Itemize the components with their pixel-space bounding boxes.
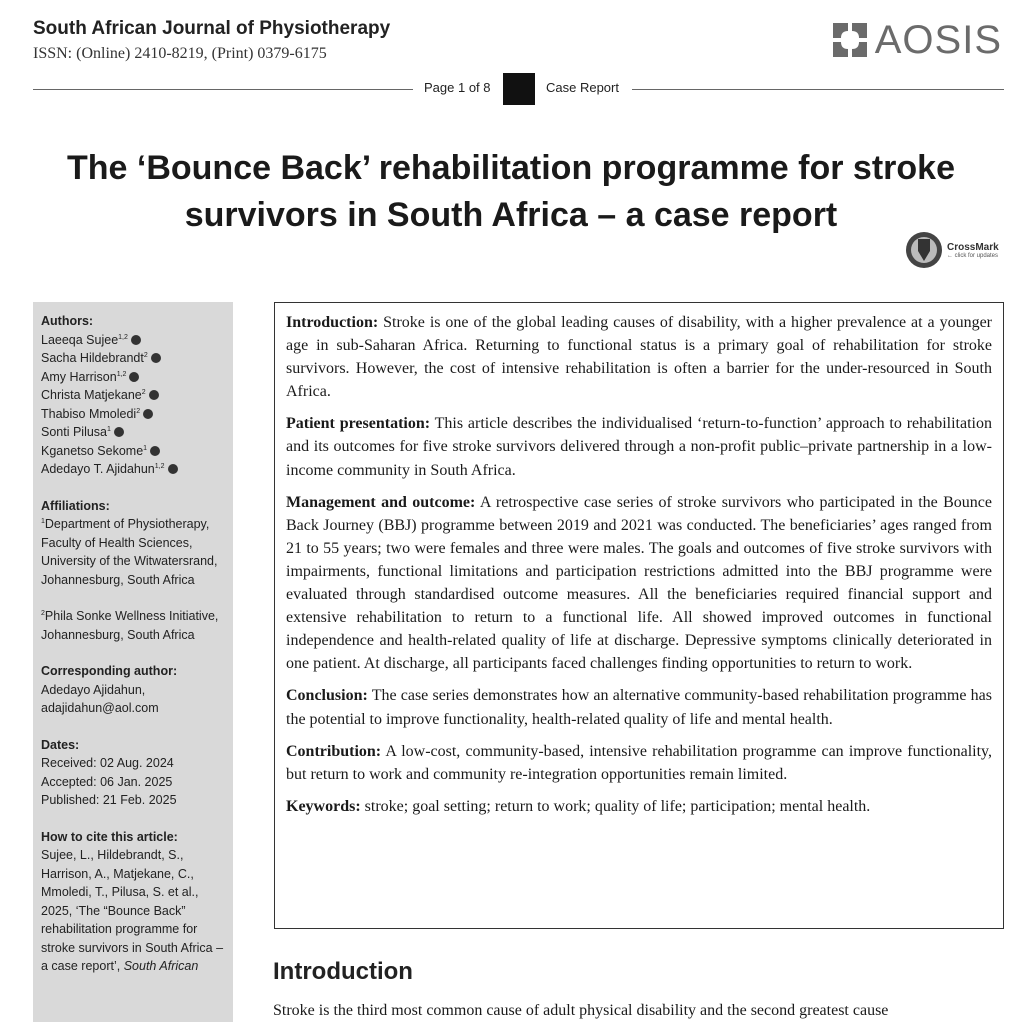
abstract-keywords-text: stroke; goal setting; return to work; quality of life; participation; mental health. bbox=[360, 797, 871, 815]
orcid-icon[interactable] bbox=[150, 446, 160, 456]
date-published: Published: 21 Feb. 2025 bbox=[41, 793, 177, 807]
section-heading-introduction: Introduction bbox=[273, 958, 413, 985]
author-item bbox=[41, 386, 225, 405]
header-divider-left bbox=[33, 89, 413, 90]
abstract-patient-label: Patient presentation: bbox=[286, 415, 431, 433]
orcid-icon[interactable] bbox=[131, 335, 141, 345]
orcid-icon[interactable] bbox=[114, 427, 124, 437]
author-affiliation-marker: 2 bbox=[136, 407, 141, 415]
authors-block bbox=[41, 312, 225, 479]
abstract-patient-text: This article describes the individualised ‘return-to-function’ approach to rehabilitation and its outcomes for five stroke survivors delivered through a non-profit public–private partnership in a low-income community in South Africa. bbox=[286, 415, 992, 479]
author-name: Laeeqa Sujee bbox=[41, 332, 119, 347]
author-name: Thabiso Mmoledi bbox=[41, 406, 137, 421]
page-number: Page 1 of 8 bbox=[424, 80, 491, 95]
affiliation-2 bbox=[41, 607, 225, 644]
corresponding-block bbox=[41, 662, 225, 718]
abstract-conclusion bbox=[286, 684, 992, 730]
aosis-logo-text: AOSIS bbox=[874, 18, 1002, 62]
author-name: Kganetso Sekome bbox=[41, 443, 144, 458]
citation-journal: South African bbox=[123, 959, 199, 973]
abstract-introduction-label: Introduction: bbox=[286, 314, 379, 331]
author-item bbox=[41, 423, 225, 442]
journal-name: South African Journal of Physiotherapy bbox=[33, 18, 391, 39]
authors-heading: Authors: bbox=[41, 314, 94, 328]
author-affiliation-marker: 1 bbox=[143, 444, 148, 452]
crossmark-subtext: ← click for updates bbox=[947, 252, 999, 259]
orcid-icon[interactable] bbox=[151, 353, 161, 363]
crossmark-icon bbox=[905, 231, 943, 269]
publisher-logo bbox=[831, 20, 1002, 60]
orcid-icon[interactable] bbox=[168, 464, 178, 474]
header-divider-right bbox=[632, 89, 1004, 90]
affiliation-1-number: 1 bbox=[41, 517, 45, 525]
crossmark-label: CrossMark bbox=[947, 241, 999, 253]
author-name: Christa Matjekane bbox=[41, 388, 142, 402]
affiliation-1 bbox=[41, 515, 225, 589]
article-type: Case Report bbox=[546, 80, 619, 95]
corresponding-name: Adedayo Ajidahun, bbox=[41, 682, 146, 697]
crossmark-badge[interactable] bbox=[905, 231, 999, 269]
orcid-icon[interactable] bbox=[129, 372, 139, 382]
abstract-box bbox=[274, 302, 1004, 929]
abstract-introduction bbox=[286, 311, 992, 403]
author-name: Sonti Pilusa bbox=[41, 425, 108, 439]
dates-heading: Dates: bbox=[41, 737, 80, 752]
abstract-introduction-text: Stroke is one of the global leading causes of disability, with a higher prevalence at a younger age in sub-Saharan Africa. Returning to functional status is a primary goal of rehabilitation for stroke survivors. However, the cost of intensive rehabilitation is often a barrier for the under-resourced in South Africa. bbox=[286, 314, 992, 401]
article-title bbox=[20, 145, 1002, 239]
article-title-line-1: The ‘Bounce Back’ rehabilitation programme for stroke bbox=[67, 149, 955, 187]
author-item bbox=[41, 368, 225, 387]
author-list bbox=[41, 331, 225, 479]
author-item bbox=[41, 460, 225, 479]
corresponding-email[interactable]: adajidahun@aol.com bbox=[41, 701, 159, 715]
abstract-keywords-label: Keywords: bbox=[286, 797, 361, 815]
abstract-contribution bbox=[286, 740, 992, 786]
author-name: Amy Harrison bbox=[41, 369, 117, 384]
citation-text bbox=[41, 846, 225, 976]
abstract-contribution-label: Contribution: bbox=[286, 742, 382, 760]
corresponding-heading: Corresponding author: bbox=[41, 664, 178, 678]
citation-block bbox=[41, 828, 225, 976]
date-received: Received: 02 Aug. 2024 bbox=[41, 756, 174, 770]
citation-heading: How to cite this article: bbox=[41, 829, 178, 844]
author-affiliation-marker: 1,2 bbox=[154, 462, 165, 470]
author-name: Adedayo T. Ajidahun bbox=[41, 462, 155, 476]
abstract-conclusion-text: The case series demonstrates how an alternative community-based rehabilitation programme has the potential to improve functionality, health-related quality of life and mental health. bbox=[286, 687, 992, 728]
article-info-sidebar bbox=[33, 302, 233, 1022]
dates-block bbox=[41, 736, 225, 810]
affiliations-block bbox=[41, 497, 225, 645]
affiliations-heading: Affiliations: bbox=[41, 498, 110, 513]
article-title-line-2: survivors in South Africa – a case report bbox=[184, 196, 838, 234]
author-affiliation-marker: 1,2 bbox=[116, 370, 127, 378]
abstract-management-text: A retrospective case series of stroke survivors who participated in the Bounce Back Journey (BBJ) programme between 2019 and 2021 was conducted. The beneficiaries’ ages ranged from 21 to 55 years; two were females and three were males. The goals and outcomes of five stroke survivors with impairments, functional limitations and participation restrictions admitted into the BBJ programme were evaluated through standardised outcome measures. All the beneficiaries required financial support and extensive rehabilitation to return to a functional life. All showed improved outcomes in functional independence and health-related quality of life at discharge. Depressive symptoms clinically deteriorated in one patient. At discharge, all participants faced challenges finding opportunities to return to work. bbox=[286, 493, 993, 673]
author-item bbox=[41, 442, 225, 461]
abstract-management bbox=[286, 491, 992, 676]
journal-issn: ISSN: (Online) 2410-8219, (Print) 0379-6175 bbox=[33, 45, 327, 62]
page-marker-block bbox=[503, 73, 535, 105]
abstract-contribution-text: A low-cost, community-based, intensive rehabilitation programme can improve functionality, but return to work and community re-integration opportunities remain limited. bbox=[286, 742, 992, 783]
orcid-icon[interactable] bbox=[143, 409, 153, 419]
orcid-icon[interactable] bbox=[149, 390, 159, 400]
author-item bbox=[41, 331, 225, 350]
abstract-keywords bbox=[286, 795, 992, 818]
affiliation-2-text: Phila Sonke Wellness Initiative, Johannesburg, South Africa bbox=[41, 609, 219, 642]
date-accepted: Accepted: 06 Jan. 2025 bbox=[41, 774, 173, 789]
author-item bbox=[41, 349, 225, 368]
affiliation-1-text: Department of Physiotherapy, Faculty of Health Sciences, University of the Witwatersrand, Johannesburg, South Africa bbox=[41, 517, 218, 587]
abstract-patient-presentation bbox=[286, 412, 992, 481]
author-affiliation-marker: 2 bbox=[141, 388, 146, 396]
author-affiliation-marker: 1,2 bbox=[118, 333, 128, 341]
aosis-logo-icon bbox=[831, 21, 869, 59]
author-name: Sacha Hildebrandt bbox=[41, 351, 144, 365]
abstract-conclusion-label: Conclusion: bbox=[286, 687, 368, 705]
affiliation-2-number: 2 bbox=[41, 609, 45, 617]
abstract-management-label: Management and outcome: bbox=[286, 493, 476, 511]
author-affiliation-marker: 2 bbox=[143, 351, 148, 359]
citation-body: Sujee, L., Hildebrandt, S., Harrison, A., Matjekane, C., Mmoledi, T., Pilusa, S. et al., 2025, ‘The “Bounce Back” rehabilitation programme for stroke survivors in South Africa – a case report’, bbox=[41, 848, 224, 973]
author-affiliation-marker: 1 bbox=[107, 425, 111, 433]
author-item bbox=[41, 405, 225, 424]
body-paragraph: Stroke is the third most common cause of adult physical disability and the second greatest cause bbox=[273, 1002, 889, 1019]
